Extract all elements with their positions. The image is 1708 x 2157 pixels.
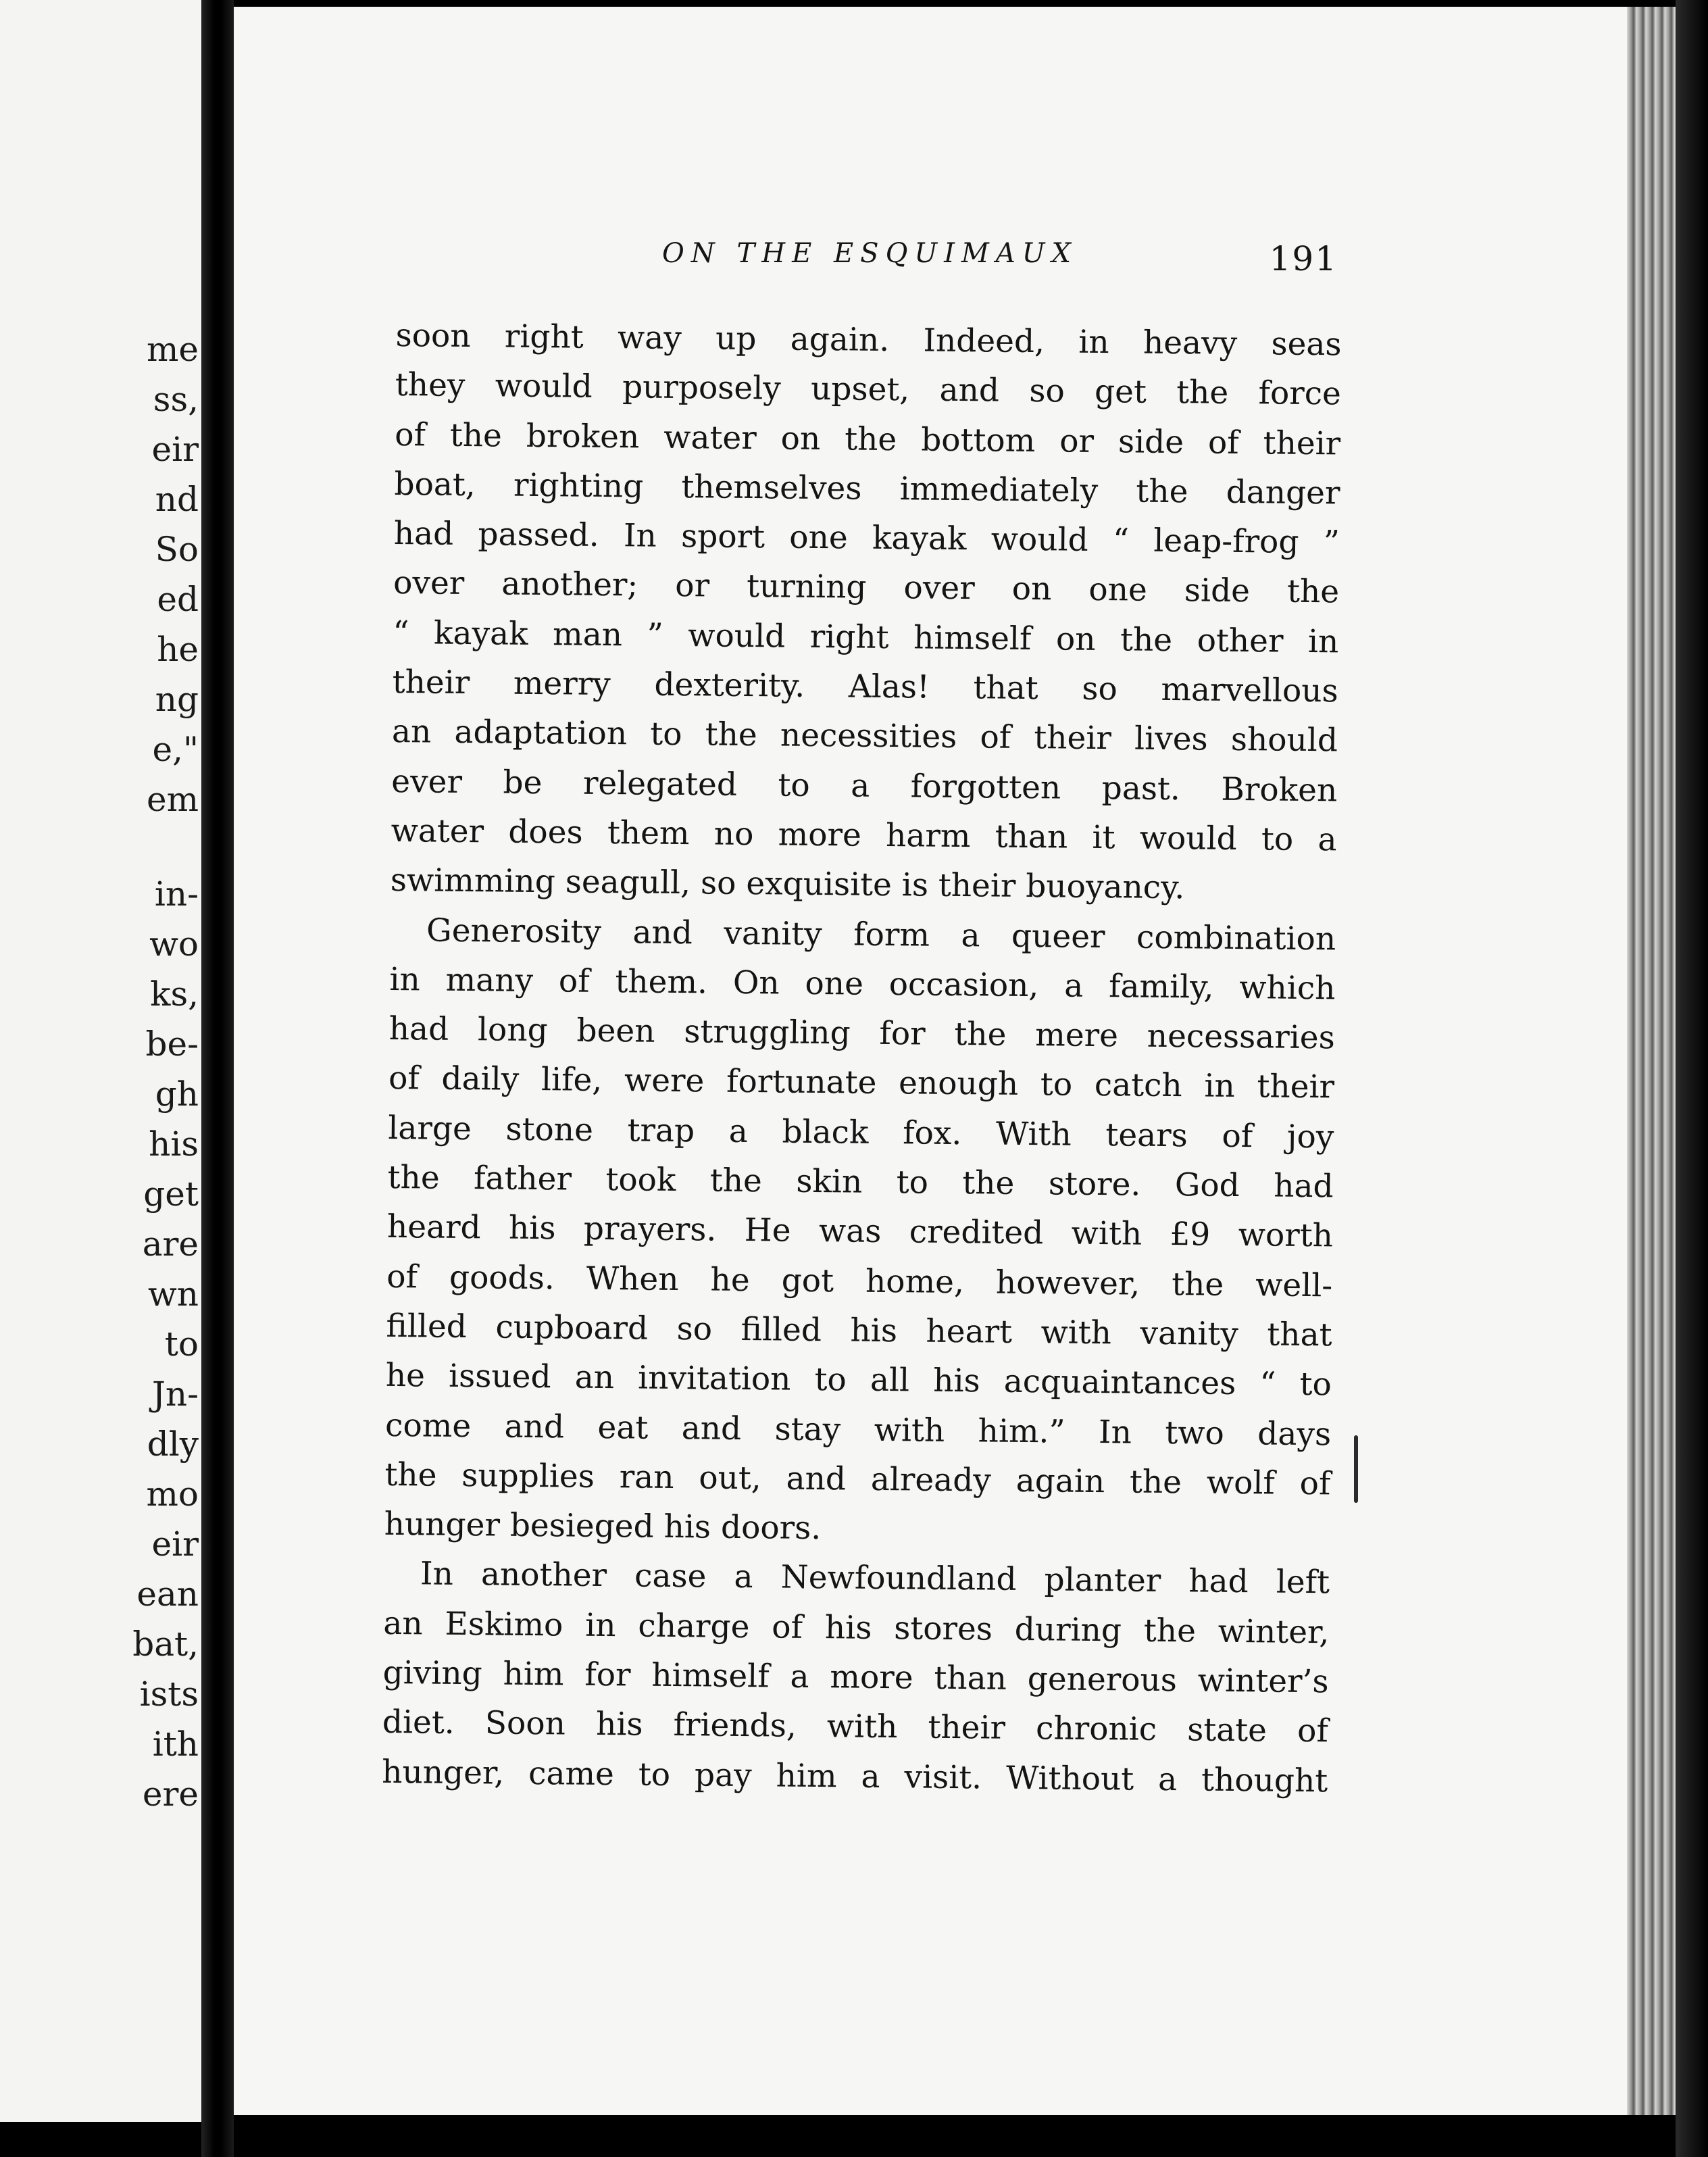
text-line: “ kayak man ” would right himself on the other in	[393, 614, 1339, 661]
text-line: had passed. In sport one kayak would “ leap-frog ”	[393, 515, 1340, 562]
page-block-edge	[1627, 7, 1676, 2115]
left-fragment: nd	[155, 480, 199, 519]
page-number: 191	[1269, 239, 1338, 278]
left-fragment: in-	[154, 874, 199, 914]
left-fragment: ere	[142, 1775, 199, 1814]
left-fragment: me	[146, 330, 199, 369]
left-fragment: gh	[155, 1074, 199, 1114]
text-line: swimming seagull, so exquisite is their buoyancy.	[390, 862, 1185, 907]
left-fragment: Jn-	[151, 1374, 199, 1414]
left-fragment: em	[146, 780, 199, 819]
text-line: an adaptation to the necessities of their lives should	[391, 713, 1338, 760]
text-line: hunger besieged his doors.	[384, 1506, 822, 1547]
text-line: In another case a Newfoundland planter had left	[420, 1555, 1330, 1602]
text-line: the father took the skin to the store. God had	[387, 1158, 1334, 1206]
left-fragment: So	[155, 530, 199, 569]
text-line: boat, righting themselves immediately the danger	[394, 465, 1340, 512]
left-fragment: dly	[147, 1424, 199, 1464]
left-fragment: ists	[139, 1675, 199, 1714]
text-line: water does them no more harm than it would to a	[391, 812, 1337, 859]
text-line: diet. Soon his friends, with their chronic state of	[382, 1704, 1329, 1750]
text-line: the supplies ran out, and already again the wolf of	[384, 1456, 1331, 1503]
text-line: had long been struggling for the mere necessaries	[388, 1010, 1335, 1057]
margin-mark	[1354, 1435, 1358, 1503]
paragraph-gap	[132, 824, 199, 869]
left-fragment: he	[157, 630, 199, 669]
left-fragment: ith	[152, 1725, 199, 1764]
text-line: come and eat and stay with him.” In two days	[384, 1406, 1332, 1453]
text-line: they would purposely upset, and so get the force	[395, 366, 1342, 413]
text-line: giving him for himself a more than generous winter’s	[382, 1654, 1329, 1701]
text-line: of goods. When he got home, however, the well-	[386, 1258, 1333, 1305]
left-fragment: eir	[151, 1524, 199, 1564]
text-line: hunger, came to pay him a visit. Without a thought	[381, 1753, 1328, 1800]
text-line: he issued an invitation to all his acquaintances “ to	[385, 1357, 1332, 1404]
left-page-line-fragments	[132, 324, 199, 1819]
left-fragment: wo	[149, 924, 199, 964]
left-fragment: be-	[145, 1024, 199, 1064]
left-fragment: ss,	[153, 380, 199, 419]
left-fragment: e,"	[152, 730, 199, 769]
book-gutter	[201, 0, 234, 2157]
left-fragment: his	[149, 1124, 199, 1164]
text-line: in many of them. On one occasion, a family, which	[389, 960, 1336, 1008]
running-head	[432, 238, 1338, 292]
left-fragment: to	[164, 1324, 199, 1364]
left-fragment: eir	[151, 430, 199, 469]
running-head-title: ON THE ESQUIMAUX	[662, 238, 1078, 269]
text-line: of the broken water on the bottom or side of their	[394, 416, 1341, 463]
text-line: their merry dexterity. Alas! that so marvellous	[392, 664, 1338, 710]
left-fragment: ks,	[150, 974, 199, 1014]
left-fragment: wn	[148, 1274, 199, 1314]
text-line: filled cupboard so filled his heart with vanity that	[386, 1307, 1332, 1354]
text-line: an Eskimo in charge of his stores during the winter,	[383, 1604, 1330, 1652]
text-line: of daily life, were fortunate enough to catch in their	[388, 1060, 1335, 1106]
left-fragment: mo	[146, 1474, 199, 1514]
text-line: large stone trap a black fox. With tears of joy	[388, 1109, 1334, 1156]
text-line: soon right way up again. Indeed, in heavy seas	[395, 316, 1342, 364]
text-line: heard his prayers. He was credited with £9 worth	[386, 1208, 1334, 1255]
left-page	[0, 0, 201, 2122]
left-fragment: are	[142, 1224, 199, 1264]
left-fragment: ean	[136, 1575, 199, 1614]
left-fragment: get	[143, 1174, 199, 1214]
text-line: ever be relegated to a forgotten past. Broken	[391, 762, 1338, 810]
body-text	[382, 311, 1342, 1806]
left-fragment: bat,	[132, 1625, 199, 1664]
text-line: over another; or turning over on one side the	[393, 564, 1340, 611]
text-line: Generosity and vanity form a queer combination	[426, 912, 1336, 958]
left-fragment: ed	[157, 580, 199, 619]
cover-edge	[1676, 0, 1708, 2157]
left-fragment: ng	[155, 680, 199, 719]
